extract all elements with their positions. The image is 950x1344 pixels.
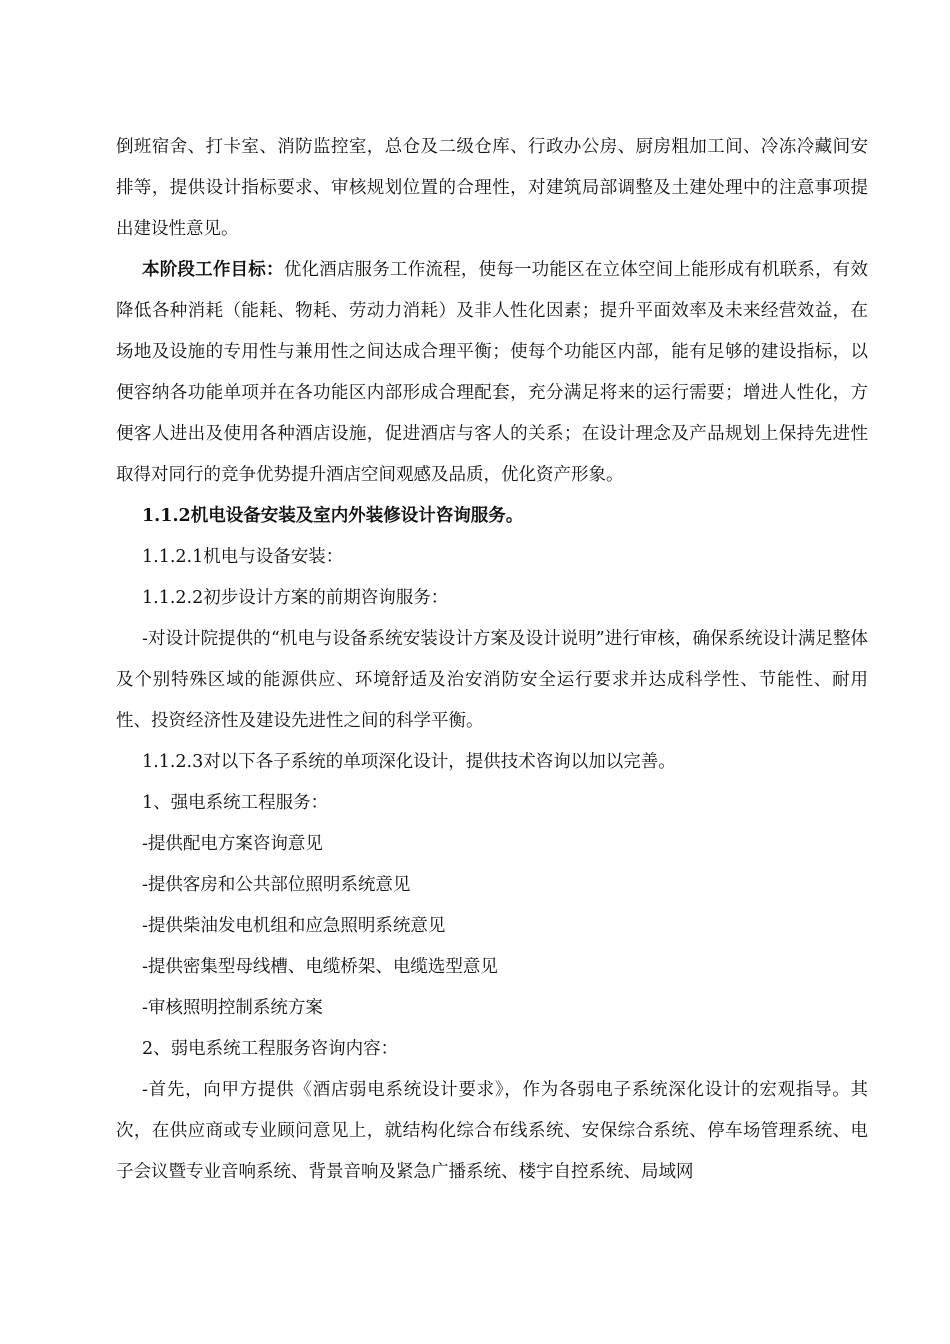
paragraph-design-review: [116, 619, 868, 742]
list-item-text: -提供密集型母线槽、电缆桥架、电缆选型意见: [142, 957, 498, 977]
subsection-heading-text: 1.1.2.1机电与设备安装：: [142, 547, 344, 567]
document-body: [116, 127, 868, 1193]
list-item-text: -提供配电方案咨询意见: [142, 834, 323, 854]
paragraph-text: -对设计院提供的“机电与设备系统安装设计方案及设计说明”进行审核，确保系统设计满足整体及个别特殊区域的能源供应、环境舒适及治安消防安全运行要求并达成科学性、节能性、耐用性、投资经济性及建设先进性之间的科学平衡。: [116, 629, 868, 731]
list-item-text: -提供柴油发电机组和应急照明系统意见: [142, 916, 446, 936]
list-heading-weak-current: [116, 1029, 868, 1070]
paragraph-stage-objectives: [116, 250, 868, 496]
paragraph-text: -首先，向甲方提供《酒店弱电系统设计要求》，作为各弱电子系统深化设计的宏观指导。其次，在供应商或专业顾问意见上，就结构化综合布线系统、安保综合系统、停车场管理系统、电子会议暨专业音响系统、背景音响及紧急广播系统、楼宇自控系统、局域网: [116, 1080, 868, 1182]
paragraph-text: 优化酒店服务工作流程，使每一功能区在立体空间上能形成有机联系，有效降低各种消耗（能耗、物耗、劳动力消耗）及非人性化因素；提升平面效率及未来经营效益，在场地及设施的专用性与兼用性之间达成合理平衡；使每个功能区内部，能有足够的建设指标，以便容纳各功能单项并在各功能区内部形成合理配套，充分满足将来的运行需要；增进人性化，方便客人进出及使用各种酒店设施，促进酒店与客人的关系；在设计理念及产品规划上保持先进性取得对同行的竞争优势提升酒店空间观感及品质，优化资产形象。: [116, 260, 869, 485]
list-item: [116, 988, 868, 1029]
paragraph-weak-current-guidance: [116, 1070, 868, 1193]
list-item: [116, 865, 868, 906]
subsection-heading-text: 1.1.2.3对以下各子系统的单项深化设计，提供技术咨询以加以完善。: [142, 752, 676, 772]
subsection-heading-text: 1.1.2.2初步设计方案的前期咨询服务：: [142, 588, 449, 608]
section-heading-text: 1.1.2机电设备安装及室内外装修设计咨询服务。: [142, 506, 524, 526]
list-heading-text: 1、强电系统工程服务：: [142, 793, 329, 813]
list-heading-strong-current: [116, 783, 868, 824]
subsection-heading-1-1-2-3: [116, 742, 868, 783]
stage-objectives-heading: 本阶段工作目标：: [142, 260, 284, 280]
list-heading-text: 2、弱电系统工程服务咨询内容：: [142, 1039, 399, 1059]
subsection-heading-1-1-2-1: [116, 537, 868, 578]
list-item: [116, 906, 868, 947]
paragraph-text: 倒班宿舍、打卡室、消防监控室，总仓及二级仓库、行政办公房、厨房粗加工间、冷冻冷藏间安排等，提供设计指标要求、审核规划位置的合理性，对建筑局部调整及土建处理中的注意事项提出建设性意见。: [116, 137, 868, 239]
list-item-text: -审核照明控制系统方案: [142, 998, 323, 1018]
subsection-heading-1-1-2-2: [116, 578, 868, 619]
section-heading-1-1-2: [116, 496, 868, 537]
paragraph-facility-arrangement: [116, 127, 868, 250]
list-item: [116, 947, 868, 988]
list-item: [116, 824, 868, 865]
list-item-text: -提供客房和公共部位照明系统意见: [142, 875, 411, 895]
